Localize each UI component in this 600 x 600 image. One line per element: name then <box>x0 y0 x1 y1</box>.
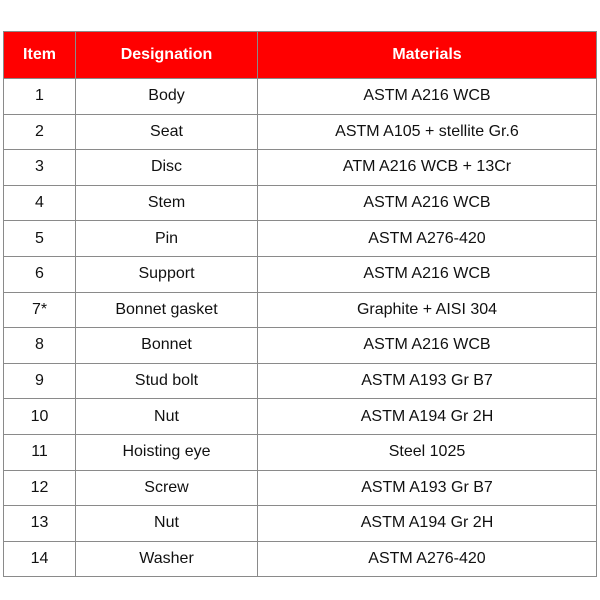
table-row <box>4 506 597 542</box>
cell-designation: Screw <box>76 470 258 506</box>
cell-item: 9 <box>4 363 76 399</box>
cell-designation: Stud bolt <box>76 363 258 399</box>
header-materials: Materials <box>258 32 597 79</box>
cell-item: 10 <box>4 399 76 435</box>
cell-material: ASTM A276-420 <box>258 541 597 577</box>
cell-item: 8 <box>4 328 76 364</box>
table-row <box>4 399 597 435</box>
table-body <box>4 79 597 577</box>
cell-item: 12 <box>4 470 76 506</box>
table-header <box>4 32 597 79</box>
cell-designation: Washer <box>76 541 258 577</box>
table-row <box>4 363 597 399</box>
cell-material: ASTM A216 WCB <box>258 256 597 292</box>
header-item: Item <box>4 32 76 79</box>
table-row <box>4 328 597 364</box>
cell-designation: Support <box>76 256 258 292</box>
table-row <box>4 434 597 470</box>
materials-table <box>3 31 597 577</box>
table-row <box>4 470 597 506</box>
cell-designation: Bonnet gasket <box>76 292 258 328</box>
cell-designation: Body <box>76 79 258 115</box>
cell-item: 13 <box>4 506 76 542</box>
table-row <box>4 256 597 292</box>
cell-item: 6 <box>4 256 76 292</box>
cell-material: ASTM A216 WCB <box>258 328 597 364</box>
cell-designation: Nut <box>76 506 258 542</box>
cell-item: 3 <box>4 150 76 186</box>
table-row <box>4 185 597 221</box>
cell-material: ASTM A194 Gr 2H <box>258 506 597 542</box>
cell-material: ASTM A216 WCB <box>258 185 597 221</box>
cell-item: 4 <box>4 185 76 221</box>
cell-material: Steel 1025 <box>258 434 597 470</box>
cell-material: ASTM A276-420 <box>258 221 597 257</box>
cell-designation: Pin <box>76 221 258 257</box>
table-row <box>4 114 597 150</box>
cell-material: ASTM A194 Gr 2H <box>258 399 597 435</box>
table-row <box>4 221 597 257</box>
cell-item: 7* <box>4 292 76 328</box>
cell-item: 11 <box>4 434 76 470</box>
cell-material: ASTM A105 + stellite Gr.6 <box>258 114 597 150</box>
table-row <box>4 79 597 115</box>
cell-material: ASTM A193 Gr B7 <box>258 363 597 399</box>
cell-material: ATM A216 WCB + 13Cr <box>258 150 597 186</box>
cell-designation: Bonnet <box>76 328 258 364</box>
table-row <box>4 292 597 328</box>
table-row <box>4 541 597 577</box>
table-row <box>4 150 597 186</box>
cell-designation: Nut <box>76 399 258 435</box>
cell-item: 1 <box>4 79 76 115</box>
cell-item: 14 <box>4 541 76 577</box>
cell-material: ASTM A216 WCB <box>258 79 597 115</box>
cell-material: ASTM A193 Gr B7 <box>258 470 597 506</box>
header-row <box>4 32 597 79</box>
cell-designation: Hoisting eye <box>76 434 258 470</box>
cell-item: 2 <box>4 114 76 150</box>
cell-material: Graphite + AISI 304 <box>258 292 597 328</box>
cell-item: 5 <box>4 221 76 257</box>
cell-designation: Stem <box>76 185 258 221</box>
cell-designation: Seat <box>76 114 258 150</box>
header-designation: Designation <box>76 32 258 79</box>
cell-designation: Disc <box>76 150 258 186</box>
